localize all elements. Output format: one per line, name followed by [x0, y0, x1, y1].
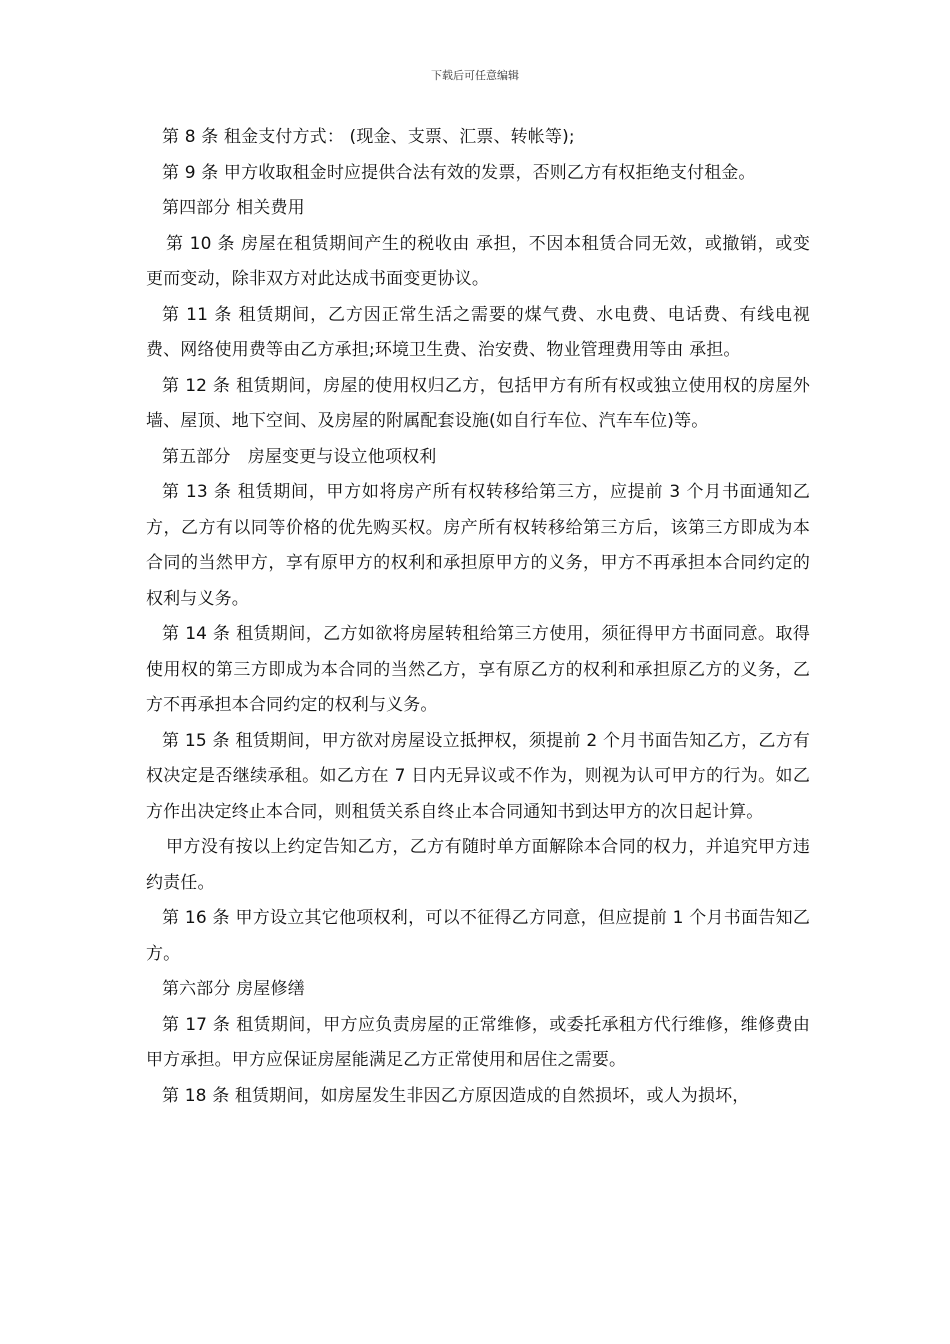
article-13: 第 13 条 租赁期间，甲方如将房产所有权转移给第三方，应提前 3 个月书面通知乙方，乙方有以同等价格的优先购买权。房产所有权转移给第三方后，该第三方即成为本合同的当然甲方，享有原甲方的权利和承担原甲方的义务，甲方不再承担本合同约定的权利与义务。	[146, 482, 810, 609]
document-body	[146, 120, 810, 1114]
section-heading-part6: 第六部分 房屋修缮	[162, 979, 305, 999]
article-18: 第 18 条 租赁期间，如房屋发生非因乙方原因造成的自然损坏，或人为损坏，	[162, 1085, 750, 1106]
page-header: 下载后可任意编辑	[431, 69, 519, 82]
article-8: 第 8 条 租金支付方式： (现金、支票、汇票、转帐等);	[162, 127, 575, 147]
article-16: 第 16 条 甲方设立其它他项权利，可以不征得乙方同意，但应提前 1 个月书面告知乙方。	[146, 908, 810, 964]
article-10: 第 10 条 房屋在租赁期间产生的税收由 承担，不因本租赁合同无效，或撤销，或变更而变动，除非双方对此达成书面变更协议。	[146, 233, 810, 289]
section-heading-part4: 第四部分 相关费用	[162, 198, 305, 218]
article-17: 第 17 条 租赁期间，甲方应负责房屋的正常维修，或委托承租方代行维修，维修费由甲方承担。甲方应保证房屋能满足乙方正常使用和居住之需要。	[146, 1014, 810, 1070]
article-9: 第 9 条 甲方收取租金时应提供合法有效的发票，否则乙方有权拒绝支付租金。	[162, 162, 756, 183]
article-15: 第 15 条 租赁期间，甲方欲对房屋设立抵押权，须提前 2 个月书面告知乙方，乙方有权决定是否继续承租。如乙方在 7 日内无异议或不作为，则视为认可甲方的行为。如乙方作出决定终止本合同，则租赁关系自终止本合同通知书到达甲方的次日起计算。	[146, 730, 810, 822]
article-15-supplement: 甲方没有按以上约定告知乙方，乙方有随时单方面解除本合同的权力，并追究甲方违约责任。	[146, 837, 810, 893]
article-12: 第 12 条 租赁期间，房屋的使用权归乙方，包括甲方有所有权或独立使用权的房屋外墙、屋顶、地下空间、及房屋的附属配套设施(如自行车位、汽车车位)等。	[146, 375, 810, 431]
section-heading-part5: 第五部分 房屋变更与设立他项权利	[162, 446, 437, 467]
article-14: 第 14 条 租赁期间，乙方如欲将房屋转租给第三方使用，须征得甲方书面同意。取得使用权的第三方即成为本合同的当然乙方，享有原乙方的权利和承担原乙方的义务，乙方不再承担本合同约定的权利与义务。	[146, 624, 810, 715]
article-11: 第 11 条 租赁期间，乙方因正常生活之需要的煤气费、水电费、电话费、有线电视费、网络使用费等由乙方承担;环境卫生费、治安费、物业管理费用等由 承担。	[146, 304, 810, 360]
